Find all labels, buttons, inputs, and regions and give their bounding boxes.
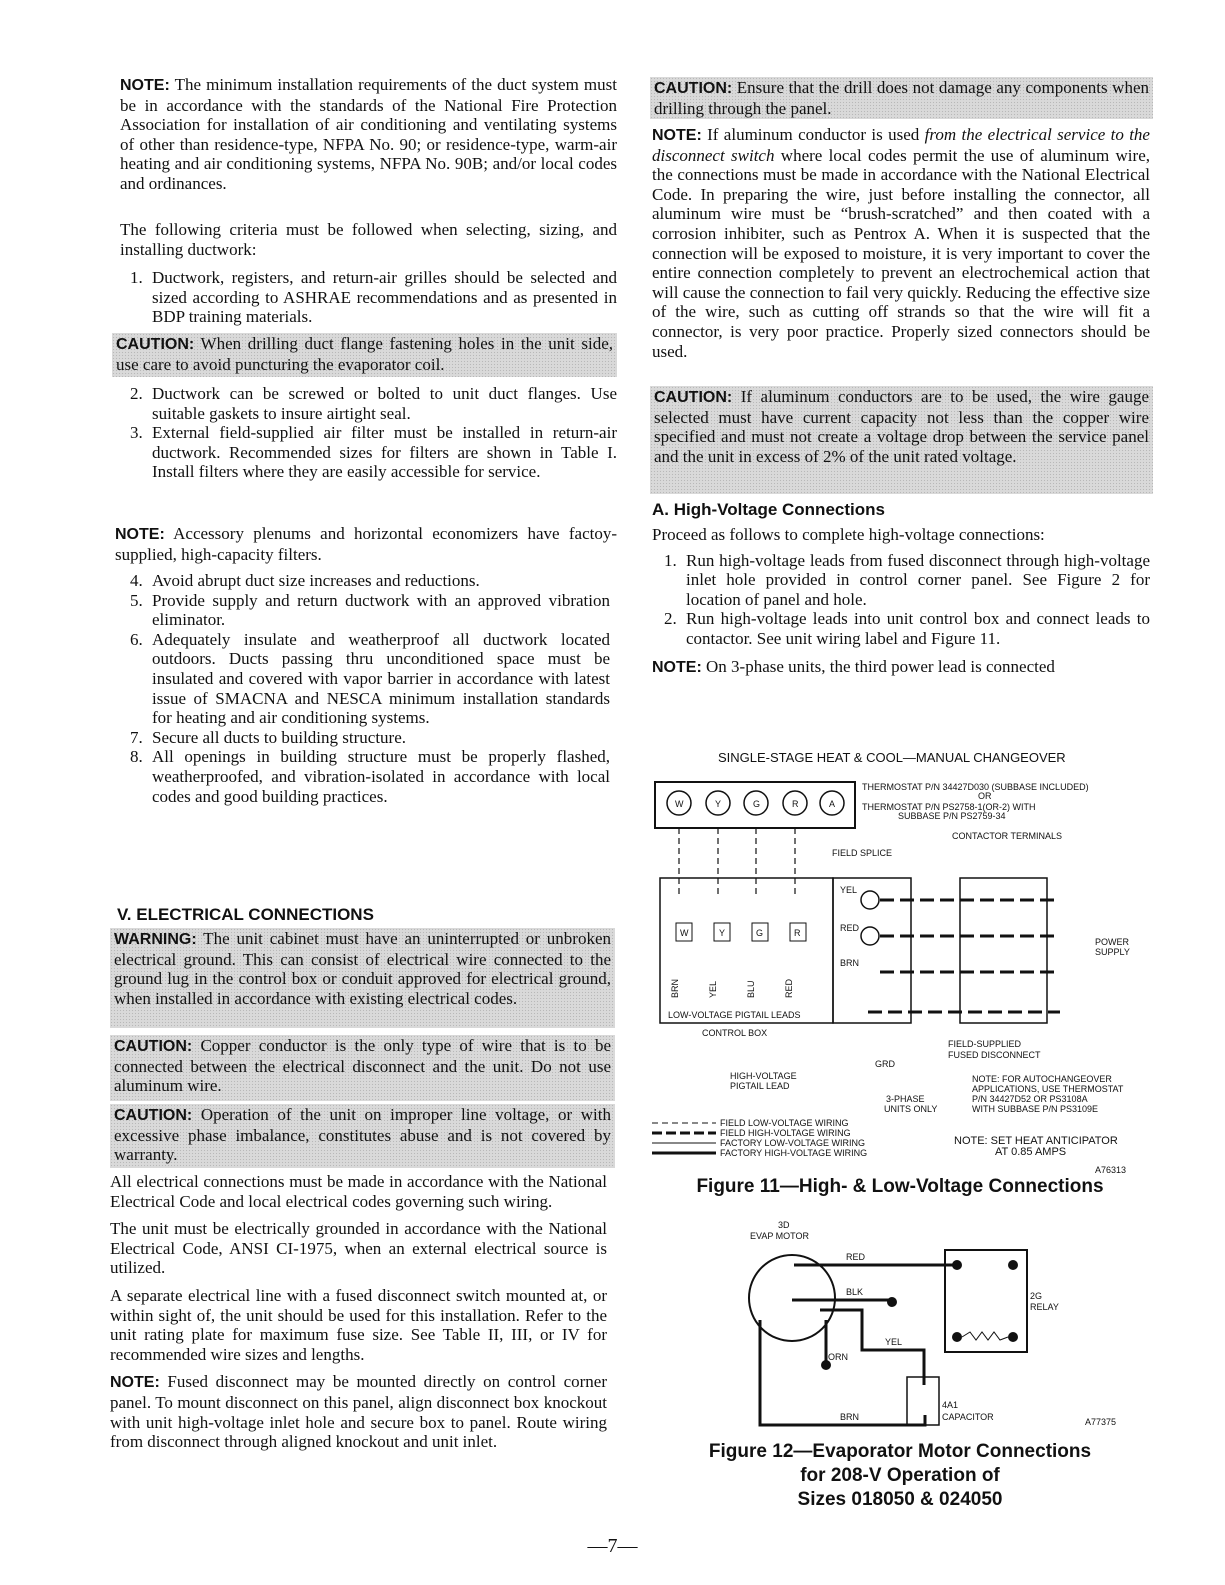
list-item-1: 1. Ductwork, registers, and return-air grilles should be selected and sized according to ASHRAE recommendations and as presented in BDP training materials.	[130, 268, 617, 327]
caution-voltage: CAUTION: Operation of the unit on improper line voltage, or with excessive phase imbalance, constitutes abuse and is not covered by warranty.	[110, 1104, 615, 1168]
svg-text:3D: 3D	[778, 1220, 790, 1230]
figure-11-title: SINGLE-STAGE HEAT & COOL—MANUAL CHANGEOVER	[718, 750, 1066, 765]
electrical-paragraphs: All electrical connections must be made in accordance with the National Electrical Code and local electrical codes governing such wiring. The unit must be electrically grounded in accordance with the National Electrical Code, ANSI CI-1975, when an external electrical source is utilized. A separate electrical line with a fused disconnect switch mounted at, or within sight of, the unit should be used for this installation. Refer to the unit rating plate for maximum fuse size. See Table II, III, or IV for recommended wire sizes and lengths. NOTE: Fused disconnect may be mounted directly on control corner panel. To mount disconnect on this panel, align disconnect box knockout with unit high-voltage inlet hole and secure box to panel. Route wiring from disconnect through aligned knockout and unit inlet.	[110, 1172, 607, 1452]
svg-text:A77375: A77375	[1085, 1417, 1117, 1427]
svg-text:2G: 2G	[1030, 1291, 1043, 1301]
criteria-intro: The following criteria must be followed when selecting, sizing, and installing ductwork:	[120, 220, 617, 259]
svg-text:FIELD-SUPPLIED: FIELD-SUPPLIED	[948, 1039, 1022, 1049]
svg-text:A: A	[829, 799, 836, 809]
svg-text:FIELD SPLICE: FIELD SPLICE	[832, 848, 893, 858]
svg-text:FIELD LOW-VOLTAGE WIRING: FIELD LOW-VOLTAGE WIRING	[720, 1118, 849, 1128]
figure-11-wiring-diagram	[640, 740, 1160, 1180]
svg-text:YEL: YEL	[840, 885, 858, 895]
svg-text:RELAY: RELAY	[1030, 1302, 1059, 1312]
high-voltage-steps: Proceed as follows to complete high-voltage connections: 1. Run high-voltage leads from fused disconnect through high-voltage inlet hole provided in control corner panel. See Figure 2 for location of panel and hole. 2. Run high-voltage leads into unit control box and connect leads to contactor. See unit wiring label and Figure 11. NOTE: On 3-phase units, the third power lead is connected	[652, 525, 1150, 676]
note-duct-requirements: NOTE: The minimum installation requirements of the duct system must be in accordance with the standards of the National Fire Protection Association for installation of air conditioning and ventilating systems of other than residence-type, NFPA No. 90; or residence-type, warm-air heating and air conditioning systems, NFPA No. 90B; and/or local codes and ordinances.	[120, 75, 617, 193]
svg-text:R: R	[792, 799, 799, 809]
svg-text:YEL: YEL	[885, 1337, 903, 1347]
section-heading-electrical: V. ELECTRICAL CONNECTIONS	[117, 905, 374, 924]
svg-text:EVAP MOTOR: EVAP MOTOR	[750, 1231, 810, 1241]
svg-text:CAPACITOR: CAPACITOR	[942, 1412, 994, 1422]
svg-text:W: W	[680, 928, 689, 938]
svg-text:CONTACTOR TERMINALS: CONTACTOR TERMINALS	[952, 831, 1063, 841]
svg-text:BRN: BRN	[670, 978, 680, 998]
svg-text:3-PHASE: 3-PHASE	[886, 1094, 925, 1104]
svg-text:4A1: 4A1	[942, 1400, 959, 1410]
page-number: —7—	[587, 1535, 638, 1557]
svg-text:BLU: BLU	[746, 980, 756, 998]
svg-text:FUSED DISCONNECT: FUSED DISCONNECT	[948, 1050, 1041, 1060]
svg-text:FACTORY LOW-VOLTAGE WIRING: FACTORY LOW-VOLTAGE WIRING	[720, 1138, 866, 1148]
note-aluminum-conductor: NOTE: If aluminum conductor is used from the electrical service to the disconnect switch where local codes permit the use of aluminum wire, the connections must be made in accordance with the National Electrical Code. In preparing the wire, just before installing the connector, all aluminum wire must be “brush-scratched” and then coated with a corrosion inhibiter, such as Pentrox A. When it is suspected that the connection will be exposed to moisture, it is very important to cover the entire connection completely to prevent an electrochemical action that will cause the connection to fail very quickly. Reducing the effective size of the wire, such as cutting off strands so that the wire will fit a connector, is very poor practice. Properly sized connectors should be used.	[652, 125, 1151, 361]
svg-text:BRN: BRN	[840, 1412, 860, 1422]
svg-text:APPLICATIONS, USE THERMOSTAT: APPLICATIONS, USE THERMOSTAT	[972, 1084, 1124, 1094]
svg-text:W: W	[675, 799, 684, 809]
svg-text:G: G	[756, 928, 764, 938]
svg-text:AT 0.85 AMPS: AT 0.85 AMPS	[995, 1146, 1067, 1158]
svg-text:RED: RED	[846, 1252, 866, 1262]
svg-text:YEL: YEL	[708, 980, 718, 998]
list-items-4-8: 4. Avoid abrupt duct size increases and reductions. 5. Provide supply and return ductwork with an approved vibration eliminator. 6. Adequately insulate and weatherproof all ductwork located outdoors. Ducts passing thru unconditioned space must be insulated and covered with vapor barrier in accordance with latest issue of SMACNA and NESCA minimum installation standards for heating and air conditioning systems. 7. Secure all ducts to building structure. 8. All openings in building structure must be properly flashed, weatherproofed, and vibration-isolated in accordance with local codes and good building practices.	[130, 571, 610, 806]
list-items-2-3: 2. Ductwork can be screwed or bolted to unit duct flanges. Use suitable gaskets to insure airtight seal. 3. External field-supplied air filter must be installed in return-air ductwork. Recommended sizes for filters are shown in Table I. Install filters where they are easily accessible for service.	[130, 384, 617, 482]
svg-text:RED: RED	[784, 978, 794, 998]
svg-text:WITH SUBBASE P/N PS3109E: WITH SUBBASE P/N PS3109E	[972, 1104, 1099, 1114]
caution-copper: CAUTION: Copper conductor is the only type of wire that is to be connected between the electrical disconnect and the unit. Do not use aluminum wire.	[110, 1035, 615, 1101]
svg-text:LOW-VOLTAGE PIGTAIL LEADS: LOW-VOLTAGE PIGTAIL LEADS	[668, 1010, 801, 1020]
figure-12-caption: Figure 12—Evaporator Motor Connections for 208-V Operation of Sizes 018050 & 024050	[708, 1441, 1092, 1510]
figure-12-motor-diagram	[720, 1210, 1140, 1435]
svg-text:SUPPLY: SUPPLY	[1095, 947, 1130, 957]
caution-drilling-flange: CAUTION: When drilling duct flange fastening holes in the unit side, use care to avoid puncturing the evaporator coil.	[112, 333, 617, 377]
svg-text:A76313: A76313	[1095, 1165, 1127, 1175]
section-heading-high-voltage: A. High-Voltage Connections	[652, 500, 885, 519]
svg-text:GRD: GRD	[875, 1059, 895, 1069]
thermostat-terminals	[667, 791, 844, 815]
svg-text:UNITS ONLY: UNITS ONLY	[884, 1104, 938, 1114]
svg-text:HIGH-VOLTAGE: HIGH-VOLTAGE	[730, 1071, 797, 1081]
svg-text:Y: Y	[719, 928, 726, 938]
svg-text:PIGTAIL LEAD: PIGTAIL LEAD	[730, 1081, 790, 1091]
svg-text:P/N 34427D52 OR PS3108A: P/N 34427D52 OR PS3108A	[972, 1094, 1088, 1104]
svg-text:NOTE: SET HEAT ANTICIPATOR: NOTE: SET HEAT ANTICIPATOR	[954, 1135, 1118, 1147]
warning-ground: WARNING: The unit cabinet must have an uninterrupted or unbroken electrical ground. This can consist of electrical wire connected to the ground lug in the control box or conduit approved for electrical ground, when installed in accordance with existing electrical codes.	[110, 928, 615, 1028]
svg-text:G: G	[753, 799, 761, 809]
svg-text:NOTE: FOR AUTOCHANGEOVER: NOTE: FOR AUTOCHANGEOVER	[972, 1074, 1112, 1084]
caution-aluminum-gauge: CAUTION: If aluminum conductors are to be used, the wire gauge selected must have current capacity not less than the copper wire specified and must not create a voltage drop between the service panel and the unit in excess of 2% of the unit rated voltage.	[650, 386, 1153, 494]
svg-text:POWER: POWER	[1095, 937, 1130, 947]
svg-text:Y: Y	[715, 799, 722, 809]
svg-text:R: R	[794, 928, 801, 938]
svg-text:THERMOSTAT P/N PS2758-1(OR-2): THERMOSTAT P/N PS2758-1(OR-2) WITH	[862, 802, 1036, 812]
figure-11-caption: Figure 11—High- & Low-Voltage Connections	[696, 1176, 1104, 1197]
svg-text:THERMOSTAT P/N 34427D030 (SUBB: THERMOSTAT P/N 34427D030 (SUBBASE INCLUDED)	[862, 782, 1089, 792]
svg-text:OR: OR	[978, 791, 992, 801]
svg-text:BLK: BLK	[846, 1287, 864, 1297]
svg-text:BRN: BRN	[840, 958, 860, 968]
note-accessory-plenums: NOTE: Accessory plenums and horizontal economizers have factoy-supplied, high-capacity filters.	[115, 524, 617, 564]
svg-text:RED: RED	[840, 923, 860, 933]
caution-drill-panel: CAUTION: Ensure that the drill does not damage any components when drilling through the panel.	[650, 77, 1153, 119]
svg-text:FACTORY HIGH-VOLTAGE WIRING: FACTORY HIGH-VOLTAGE WIRING	[720, 1148, 868, 1158]
svg-text:FIELD HIGH-VOLTAGE WIRING: FIELD HIGH-VOLTAGE WIRING	[720, 1128, 851, 1138]
svg-text:CONTROL BOX: CONTROL BOX	[702, 1028, 768, 1038]
svg-text:SUBBASE P/N PS2759-34: SUBBASE P/N PS2759-34	[898, 811, 1006, 821]
svg-text:ORN: ORN	[828, 1352, 848, 1362]
